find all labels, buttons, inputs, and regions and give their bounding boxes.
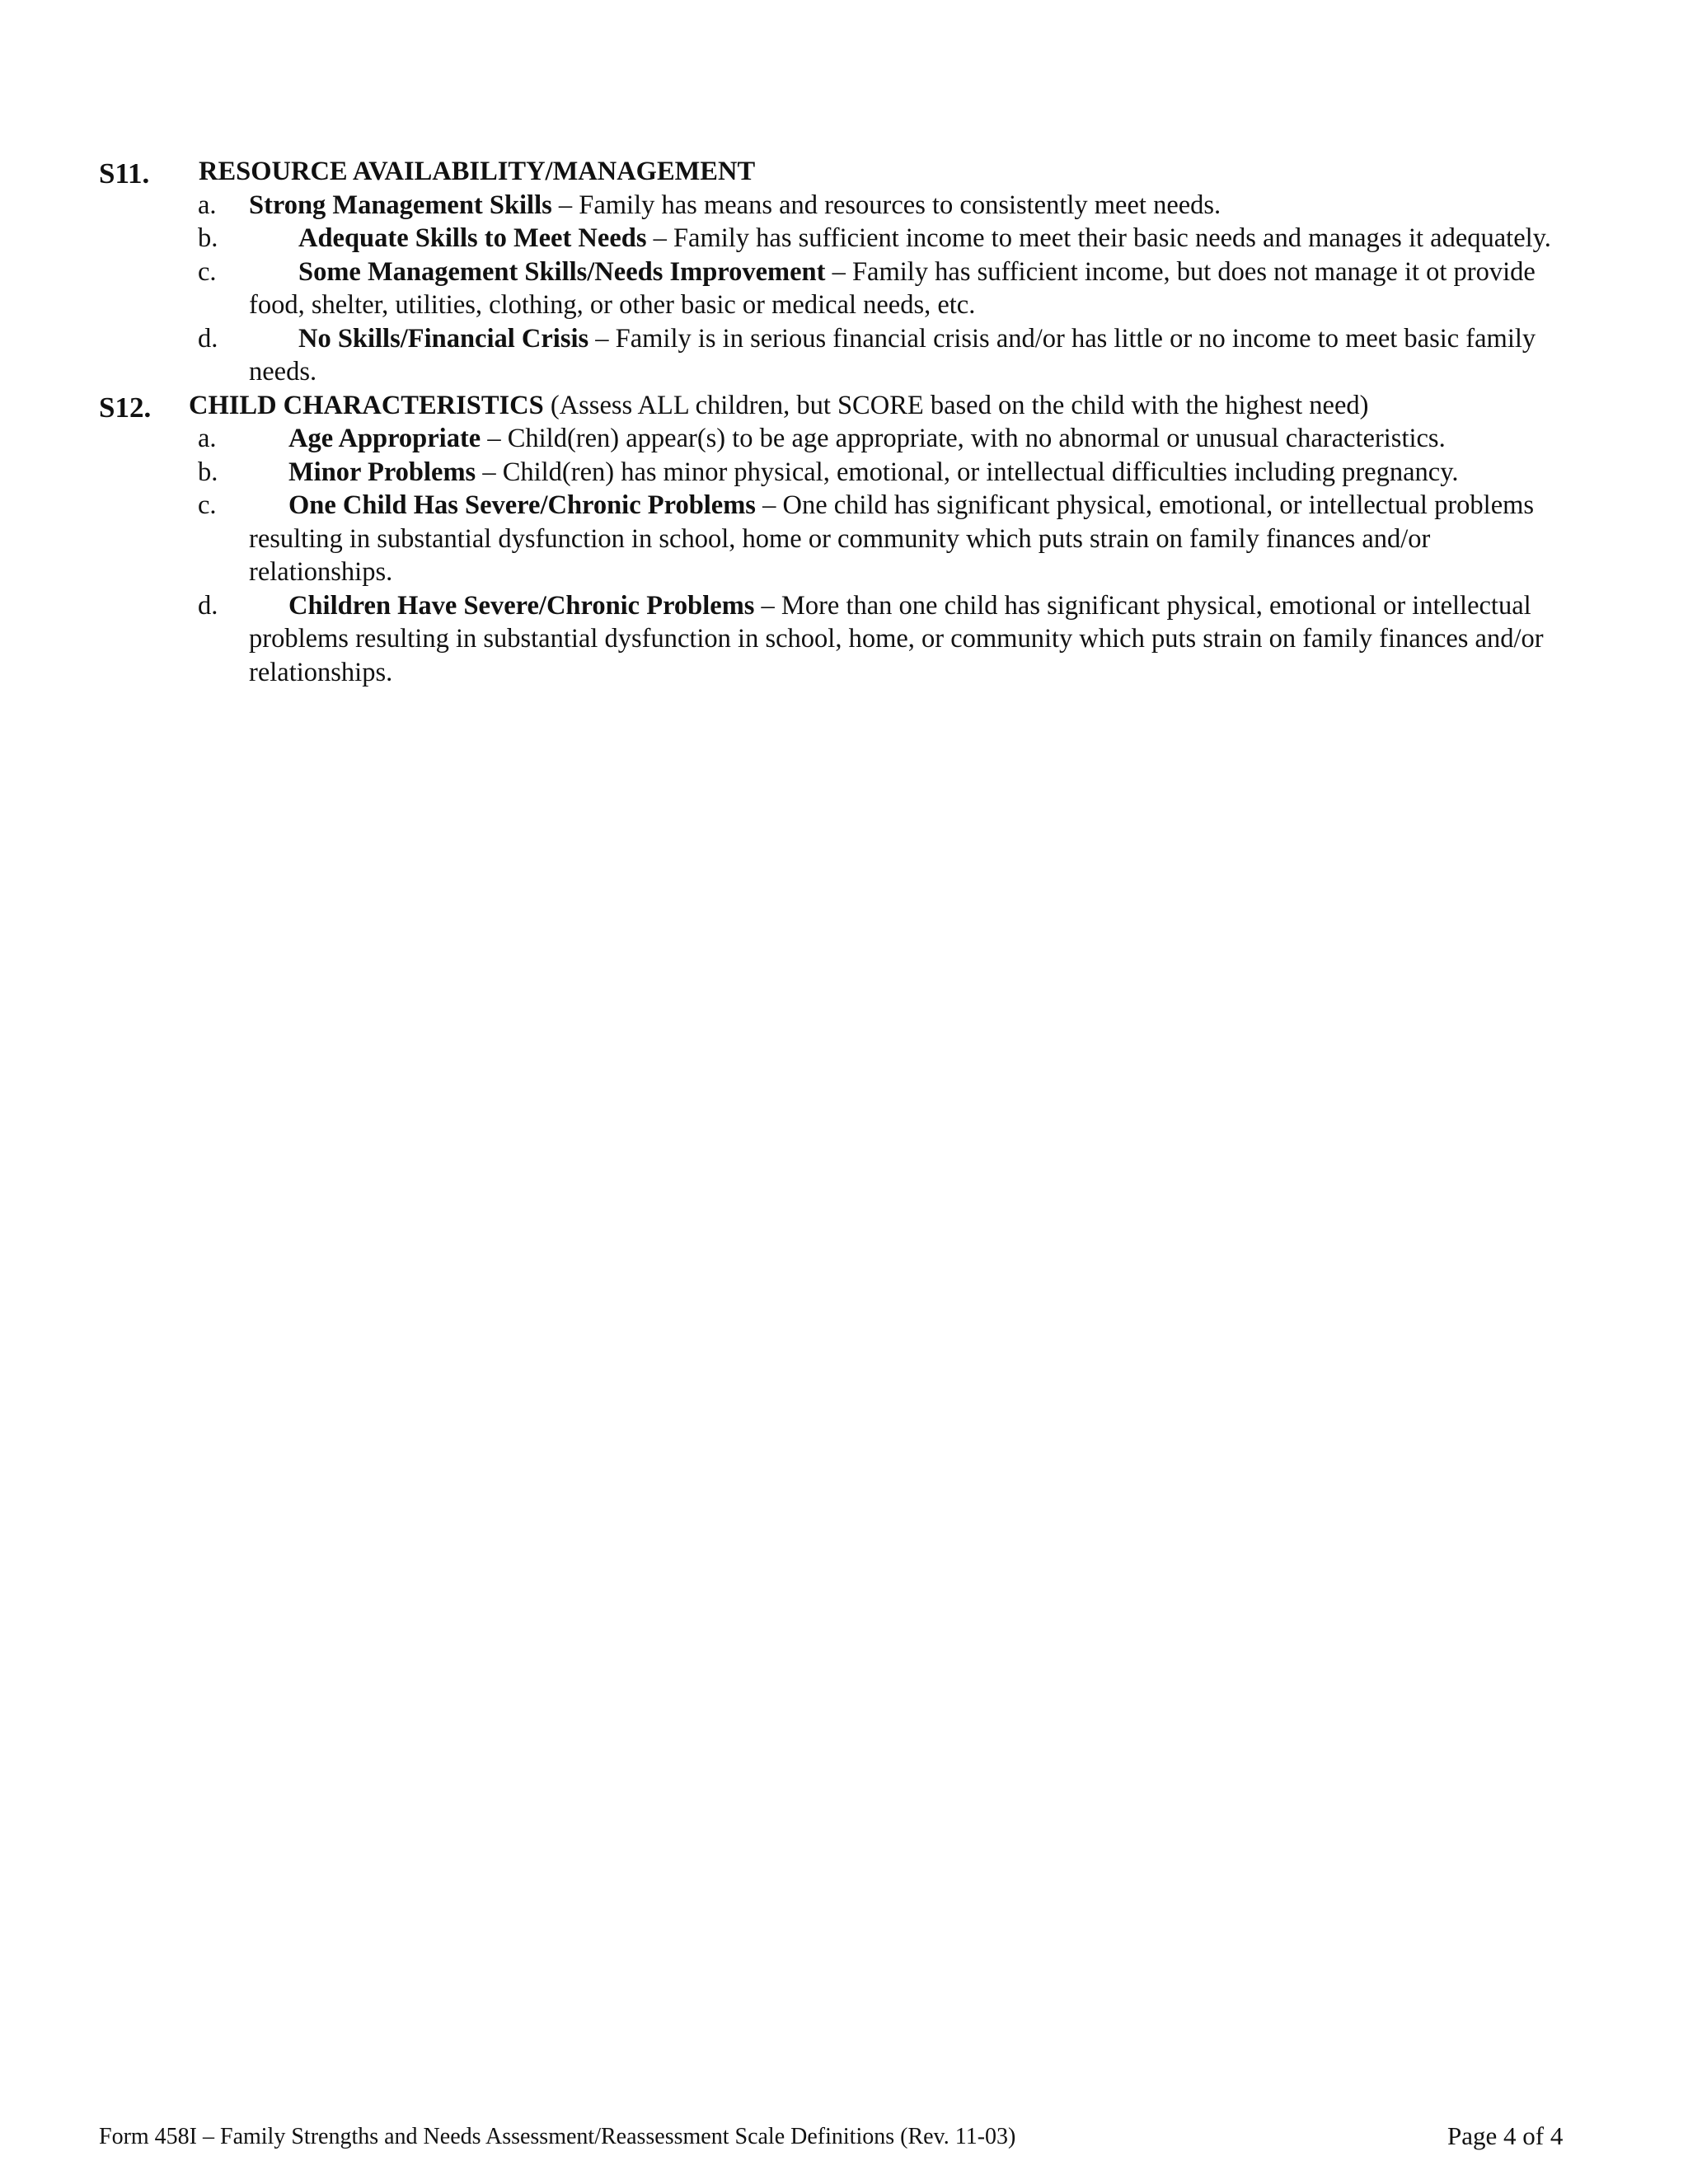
item-letter: c. [198, 256, 217, 287]
item-name: One Child Has Severe/Chronic Problems [288, 490, 756, 520]
item-text [249, 489, 1566, 589]
item-description: Family has sufficient income, but does not manage it ot provide food, shelter, utilities, clothing, or other basic or medical needs, etc. [249, 256, 1536, 320]
item-name: No Skills/Financial Crisis [298, 323, 589, 354]
list-item [99, 189, 1566, 223]
item-text [199, 222, 1566, 255]
item-separator: – [481, 424, 508, 453]
section-note: (Assess ALL children, but SCORE based on the child with the highest need) [543, 390, 1369, 420]
item-name: Strong Management Skills [249, 190, 552, 220]
item-separator: – [588, 323, 616, 354]
section-title-wrap [189, 389, 1368, 423]
list-item [99, 456, 1566, 490]
list-item [99, 255, 1566, 322]
list-item [99, 589, 1566, 690]
item-text [249, 456, 1566, 490]
item-letter: a. [198, 424, 217, 453]
item-text [249, 322, 1566, 389]
item-letter: b. [198, 457, 218, 487]
item-letter: c. [198, 490, 217, 520]
section-number: S11. [99, 157, 150, 190]
list-item [99, 489, 1566, 589]
footer-form-title: Form 458I – Family Strengths and Needs Assessment/Reassessment Scale Definitions (Rev. 11-03) [99, 2124, 1016, 2149]
list-item [99, 322, 1566, 389]
section-number: S12. [99, 391, 152, 424]
section-title: CHILD CHARACTERISTICS [189, 390, 544, 420]
item-description: Child(ren) has minor physical, emotional, or intellectual difficulties including pregnancy. [502, 457, 1459, 487]
item-description: Family has means and resources to consistently meet needs. [579, 190, 1221, 220]
item-letter: d. [198, 590, 218, 621]
item-separator: – [551, 190, 579, 220]
item-text [249, 255, 1566, 322]
list-item [99, 222, 1566, 255]
footer-page-number: Page 4 of 4 [1447, 2121, 1564, 2150]
item-description: More than one child has significant physical, emotional or intellectual problems resulting in substantial dysfunction in school, home, or community which puts strain on family finances and/or relationships. [249, 590, 1544, 687]
section-heading [99, 389, 1566, 423]
item-description: Child(ren) appear(s) to be age appropriate, with no abnormal or unusual characteristics. [507, 424, 1446, 453]
section-title: RESOURCE AVAILABILITY/MANAGEMENT [199, 157, 756, 186]
item-name: Minor Problems [288, 457, 476, 487]
item-description: One child has significant physical, emotional, or intellectual problems resulting in substantial dysfunction in school, home or community which puts strain on family finances and/or relationships. [249, 490, 1535, 587]
section-s12 [99, 389, 1566, 690]
item-separator: – [646, 223, 673, 253]
list-item [99, 422, 1566, 456]
item-description: Family is in serious financial crisis and/or has little or no income to meet basic family needs. [249, 323, 1536, 387]
item-name: Children Have Severe/Chronic Problems [288, 590, 755, 621]
item-separator: – [825, 256, 852, 287]
item-name: Adequate Skills to Meet Needs [298, 223, 647, 253]
section-s11 [99, 155, 1566, 389]
item-letter: b. [198, 223, 218, 253]
section-title-wrap [199, 155, 755, 189]
item-text [249, 422, 1566, 456]
item-description: Family has sufficient income to meet their basic needs and manages it adequately. [673, 223, 1551, 253]
item-letter: d. [198, 323, 218, 354]
item-letter: a. [198, 190, 217, 220]
item-separator: – [476, 457, 503, 487]
item-name: Some Management Skills/Needs Improvement [298, 256, 826, 287]
item-separator: – [754, 590, 781, 621]
item-name: Age Appropriate [288, 424, 481, 453]
document-body [99, 155, 1566, 689]
item-separator: – [755, 490, 783, 520]
section-heading [99, 155, 1566, 189]
item-text [199, 189, 1566, 223]
item-text [249, 589, 1566, 690]
